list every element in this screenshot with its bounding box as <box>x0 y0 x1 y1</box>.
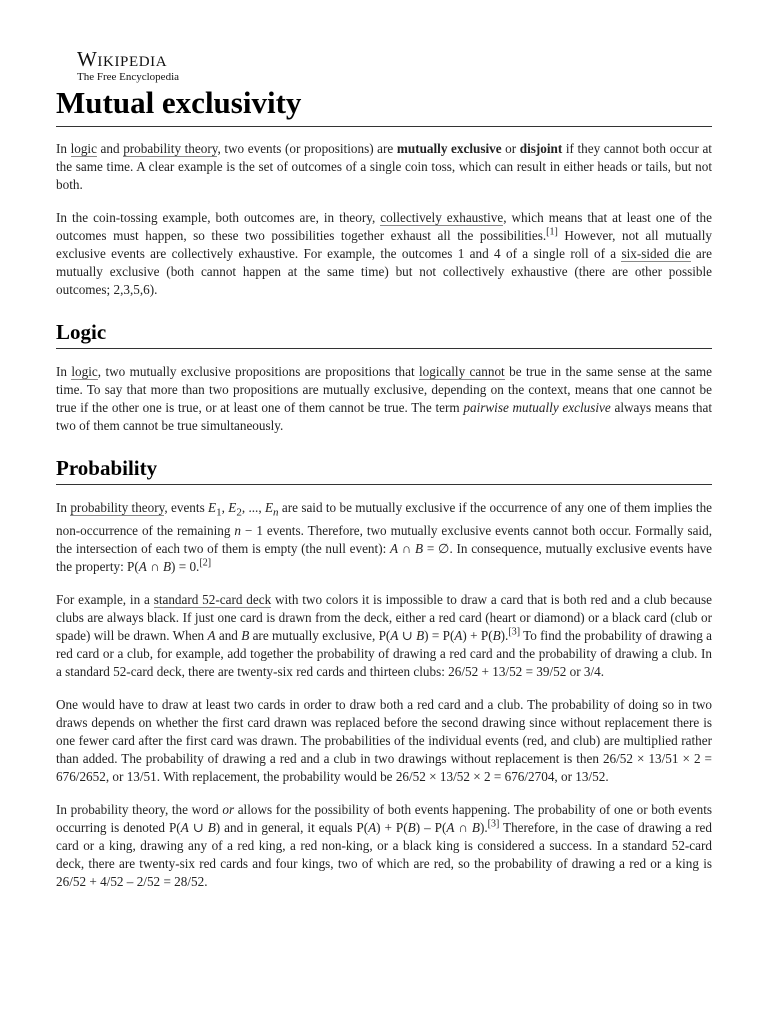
text: allows for the possibility of both events happening. The probability of one or both events occurring is denoted P( <box>56 801 712 835</box>
text: To find the probability of drawing a red card or a club, for example, add together the probability of drawing a red card and the probability of drawing a club. In a standard 52-card deck, there are twenty-six red cards and thirteen clubs: 26/52 + 13/52 = 39/52 or 3/4. <box>56 627 712 679</box>
text: In the coin-tossing example, both outcomes are, in theory, <box>56 210 381 225</box>
math-var: A <box>446 819 455 835</box>
math-var: B <box>416 627 425 643</box>
text: be true in the same sense at the same time. To say that more than two propositions are mutually exclusive, depending on the context, means that one cannot be true if the other one is true, or at least one of them cannot be true. The term <box>56 364 713 415</box>
link-collectively-exhaustive[interactable]: collectively exhaustive <box>380 210 504 225</box>
text: and <box>96 141 124 156</box>
text: ) = P( <box>424 627 455 643</box>
link-standard-52-card-deck[interactable]: standard 52-card deck <box>153 591 272 607</box>
intro-paragraph-2 <box>56 209 712 299</box>
text: In <box>56 500 71 515</box>
math-sub: 2 <box>236 506 242 519</box>
text: However, not all mutually exclusive events are collectively exhaustive. For example, the outcomes 1 and 4 of a single roll of a <box>56 228 712 261</box>
text: and <box>215 627 242 643</box>
math-var: n <box>273 506 279 519</box>
text: Therefore, in the case of drawing a red card or a king, drawing any of a red king, a red non-king, or a black king is considered a success. In a standard 52-card deck, there are twenty-six red cards and four kings, two of which are red, so the probability of drawing a red or a king is 26/52 + 4/52 – 2/52 = 28/52. <box>56 819 712 889</box>
italic-term: pairwise mutually exclusive <box>463 400 611 415</box>
reference-link[interactable]: [1] <box>546 226 558 238</box>
reference-link[interactable]: [2] <box>199 557 212 569</box>
text: ∪ <box>398 627 417 643</box>
text: ) + P( <box>462 627 493 643</box>
math-var: E <box>228 500 237 515</box>
text: ) and in general, it equals P( <box>215 819 369 835</box>
italic-term: or <box>222 801 235 817</box>
probability-paragraph-3: One would have to draw at least two cards in order to draw both a red card and a club. The probability of doing so in two draws depends on whether the first card drawn was replaced before the second drawing since without replacement there is one fewer card after the first card was drawn. The probabilities of the individual events (red, and club) are multiplied rather than added. The probability of drawing a red and a club in two drawings without replacement is then 26/52 × 13/51 × 2 = 676/2652, or 13/51. With replacement, the probability would be 26/52 × 13/52 × 2 = 676/2704, or 13/52. <box>56 696 712 784</box>
text: ∩ <box>454 819 472 835</box>
text: , two mutually exclusive propositions are propositions that <box>97 364 420 379</box>
math-var: B <box>207 819 216 835</box>
text: − 1 events. Therefore, two mutually exclusive events cannot both occur. Formally said, the intersection of each two of them is empty (the null event): <box>56 522 712 556</box>
text: ∪ <box>188 819 208 835</box>
math-var: n <box>234 522 241 538</box>
math-var: E <box>264 500 274 515</box>
text: For example, in a <box>56 591 154 607</box>
text: , which means that at least one of the outcomes must happen, so these two possibilities together exhaust all the possibilities. <box>56 210 712 243</box>
text: In <box>56 364 72 379</box>
section-heading-probability: Probability <box>56 455 712 485</box>
text: , ..., <box>241 500 265 515</box>
text: In <box>56 141 71 156</box>
text: , <box>221 500 229 515</box>
text: = ∅. In consequence, mutually exclusive events have the property: P( <box>56 540 713 574</box>
section-heading-logic: Logic <box>56 319 712 349</box>
text: ) = 0. <box>171 558 200 574</box>
text: ) – P( <box>415 819 447 835</box>
page-title: Mutual exclusivity <box>56 84 712 127</box>
math-var: A <box>180 819 189 835</box>
text: ) + P( <box>376 819 408 835</box>
probability-paragraph-4 <box>56 801 712 891</box>
text: ). <box>500 627 509 643</box>
probability-paragraph-1 <box>56 499 712 576</box>
math-var: A <box>368 819 377 835</box>
text: are mutually exclusive, P( <box>249 627 391 643</box>
math-var: B <box>241 627 250 643</box>
reference-link[interactable]: [3] <box>508 626 521 638</box>
math-var: B <box>492 627 501 643</box>
math-sub: 1 <box>216 506 222 519</box>
intro-paragraph-1 <box>56 140 712 194</box>
probability-paragraph-2 <box>56 591 712 681</box>
math-var: A <box>138 558 147 574</box>
link-probability-theory[interactable]: probability theory <box>123 141 218 156</box>
link-six-sided-die[interactable]: six-sided die <box>621 246 691 261</box>
text: ∩ <box>398 540 416 556</box>
math-var: A <box>454 627 463 643</box>
logo-tagline: The Free Encyclopedia <box>77 71 180 83</box>
math-var: A <box>389 540 399 556</box>
text: , events <box>164 500 209 515</box>
text: always means that two of them cannot be true simultaneously. <box>56 400 712 433</box>
text: ∩ <box>146 558 163 574</box>
bold-term: disjoint <box>519 141 563 156</box>
bold-term: mutually exclusive <box>396 141 502 156</box>
math-var: B <box>162 558 172 574</box>
link-probability-theory[interactable]: probability theory <box>70 500 165 515</box>
text: or <box>501 141 520 156</box>
text: are mutually exclusive (both cannot happen at the same time) but not collectively exhaustive (there are other possible outcomes; 2,3,5,6). <box>56 246 712 297</box>
math-var: B <box>415 540 424 556</box>
math-var: A <box>390 627 399 643</box>
text: In probability theory, the word <box>56 801 223 817</box>
link-logic[interactable]: logic <box>71 364 98 379</box>
text: are said to be mutually exclusive if the occurrence of any one of them implies the non-occurrence of the remaining <box>56 500 713 538</box>
text: ). <box>479 819 488 835</box>
text: with two colors it is impossible to draw a card that is both red and a club because clubs are always black. If just one card is drawn from the deck, either a red card (heart or diamond) or a black card (club or spade) will be drawn. When <box>56 591 713 643</box>
link-logic[interactable]: logic <box>70 141 97 156</box>
wikipedia-logo[interactable] <box>77 47 217 84</box>
text: , two events (or propositions) are <box>217 141 397 156</box>
math-var: A <box>207 627 216 643</box>
math-var: B <box>407 819 416 835</box>
logo-wordmark: Wikipedia <box>77 47 168 71</box>
math-var: E <box>208 500 217 515</box>
article-body <box>56 140 712 906</box>
text: if they cannot both occur at the same time. A clear example is the set of outcomes of a single coin toss, which can result in either heads or tails, but not both. <box>56 141 712 192</box>
math-var: B <box>471 819 480 835</box>
link-logically-cannot[interactable]: logically cannot <box>419 364 505 379</box>
logic-paragraph-1 <box>56 363 712 435</box>
reference-link[interactable]: [3] <box>487 818 500 830</box>
